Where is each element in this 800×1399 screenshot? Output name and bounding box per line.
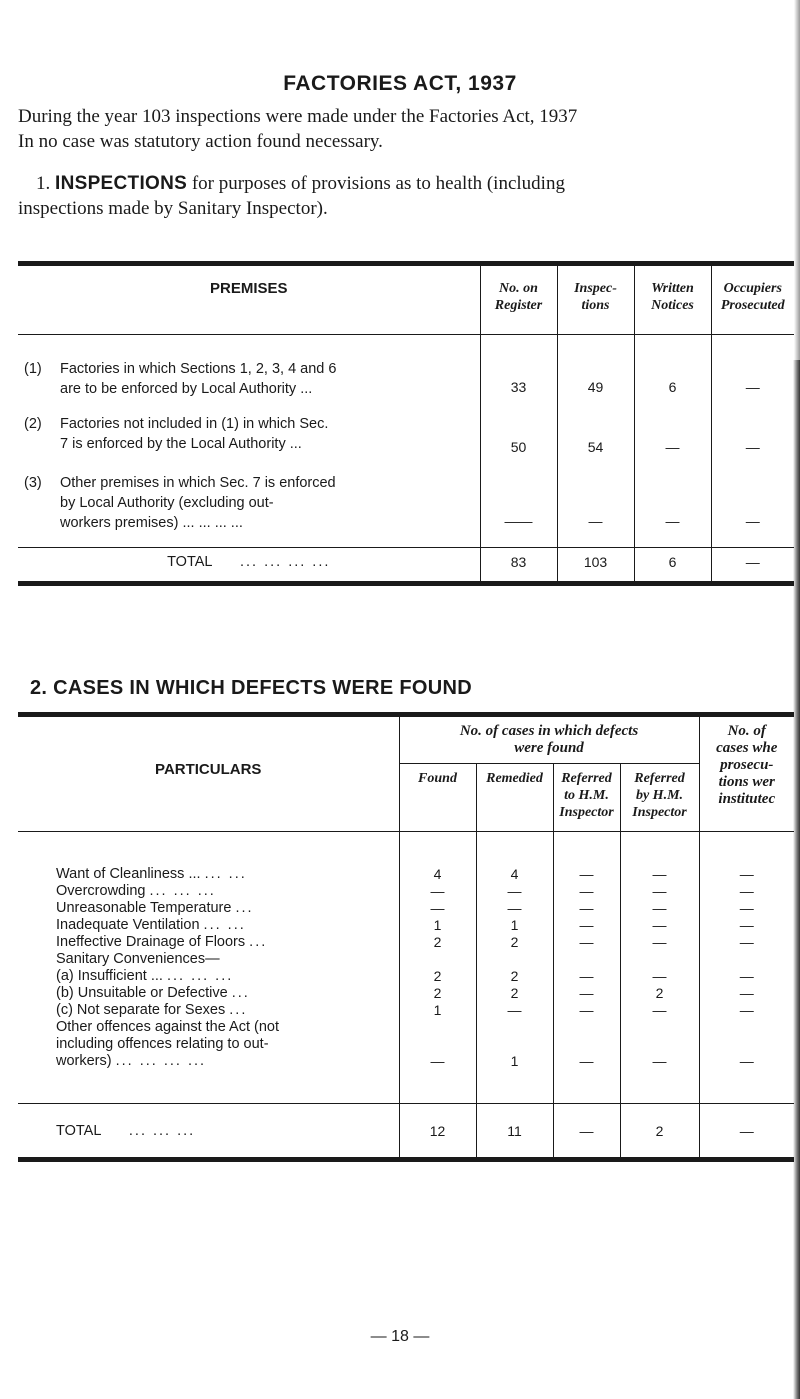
defects-header-row-1 bbox=[18, 715, 794, 764]
found-value: — bbox=[399, 883, 476, 900]
page-edge-shadow bbox=[793, 360, 800, 1399]
total-label: TOTAL bbox=[167, 553, 212, 570]
remedied-value bbox=[476, 951, 553, 968]
prosecutions-value: — bbox=[699, 968, 794, 985]
referred-to-value: — bbox=[553, 917, 620, 934]
referred-by-value: — bbox=[620, 866, 699, 883]
particulars-cell bbox=[18, 1019, 399, 1036]
referred-by-line-1: Referred bbox=[634, 771, 685, 786]
remedied-header: Remedied bbox=[476, 764, 553, 832]
table-row bbox=[18, 866, 794, 883]
row-text-line-2: by Local Authority (excluding out- bbox=[60, 495, 274, 511]
prosecutions-value bbox=[699, 1036, 794, 1053]
register-value: 33 bbox=[480, 335, 557, 400]
particulars-dots: ... ... bbox=[203, 916, 246, 933]
row-text-line-2: are to be enforced by Local Authority ... bbox=[60, 381, 313, 397]
table-row bbox=[18, 1053, 794, 1070]
prosecutions-value: — bbox=[699, 1053, 794, 1070]
section-1-caps: INSPECTIONS bbox=[55, 173, 188, 194]
particulars-cell bbox=[18, 1036, 399, 1053]
prosecutions-value: — bbox=[699, 900, 794, 917]
page-title: FACTORIES ACT, 1937 bbox=[283, 72, 517, 95]
total-dots: ... ... ... bbox=[128, 1122, 196, 1139]
intro-line-2: In no case was statutory action found necessary. bbox=[18, 131, 383, 152]
register-value: 50 bbox=[480, 399, 557, 459]
table-row bbox=[18, 1002, 794, 1019]
premises-line bbox=[18, 414, 480, 434]
prosecutions-line-1: No. of bbox=[727, 723, 766, 739]
defect-rows bbox=[18, 866, 794, 1070]
premises-cell bbox=[18, 335, 480, 400]
prosecutions-value: — bbox=[699, 883, 794, 900]
intro-paragraph bbox=[18, 104, 800, 154]
particulars-label: Unreasonable Temperature bbox=[56, 899, 232, 916]
particulars-cell bbox=[18, 1053, 399, 1070]
table-row bbox=[18, 1036, 794, 1053]
found-value: 2 bbox=[399, 934, 476, 951]
register-header bbox=[480, 264, 557, 335]
prosecuted-header bbox=[711, 264, 794, 335]
spacer-row bbox=[18, 1070, 794, 1104]
row-text-line-1: Factories not included in (1) in which Sec. bbox=[60, 416, 329, 432]
particulars-header: PARTICULARS bbox=[155, 760, 262, 778]
referred-to-value: — bbox=[553, 968, 620, 985]
referred-by-value: — bbox=[620, 934, 699, 951]
register-value: —— bbox=[480, 459, 557, 547]
found-value: 2 bbox=[399, 968, 476, 985]
referred-to-value: — bbox=[553, 883, 620, 900]
section-1-number: 1. bbox=[36, 173, 51, 194]
section-1-heading bbox=[18, 171, 800, 221]
referred-by-value: — bbox=[620, 1053, 699, 1070]
particulars-cell bbox=[18, 951, 399, 968]
particulars-label: (b) Unsuitable or Defective bbox=[56, 984, 228, 1001]
referred-by-line-3: Inspector bbox=[632, 805, 687, 820]
particulars-label: Sanitary Conveniences— bbox=[56, 950, 220, 967]
premises-cell bbox=[18, 459, 480, 547]
particulars-label: including offences relating to out- bbox=[56, 1035, 269, 1052]
prosecutions-header bbox=[699, 715, 794, 832]
table-row bbox=[18, 917, 794, 934]
table-row bbox=[18, 1019, 794, 1036]
referred-to-line-1: Referred bbox=[561, 771, 612, 786]
inspections-value: 49 bbox=[557, 335, 634, 400]
notices-header-line-2: Notices bbox=[651, 298, 694, 313]
prosecutions-line-5: institutec bbox=[718, 791, 776, 807]
table-row bbox=[18, 900, 794, 917]
row-number: (2) bbox=[24, 416, 42, 432]
prosecutions-value bbox=[699, 1019, 794, 1036]
section-1-rest: for purposes of provisions as to health (including bbox=[187, 173, 565, 194]
referred-by-value: — bbox=[620, 968, 699, 985]
found-value bbox=[399, 1019, 476, 1036]
remedied-value: — bbox=[476, 1002, 553, 1019]
remedied-value bbox=[476, 1036, 553, 1053]
total-dots: ... ... ... ... bbox=[239, 553, 331, 570]
particulars-cell bbox=[18, 917, 399, 934]
premises-line bbox=[18, 359, 480, 379]
prosecuted-value: — bbox=[711, 399, 794, 459]
particulars-dots: ... ... ... ... bbox=[115, 1052, 207, 1069]
total-found: 12 bbox=[399, 1104, 476, 1160]
found-value: 1 bbox=[399, 1002, 476, 1019]
total-row bbox=[18, 547, 794, 583]
cases-found-group-header bbox=[399, 715, 699, 764]
particulars-cell bbox=[18, 934, 399, 951]
remedied-value: — bbox=[476, 900, 553, 917]
particulars-dots: ... bbox=[235, 899, 254, 916]
referred-by-value: — bbox=[620, 883, 699, 900]
total-label: TOTAL bbox=[56, 1122, 101, 1139]
remedied-value bbox=[476, 1019, 553, 1036]
prosecutions-line-2: cases whe bbox=[716, 740, 778, 756]
remedied-value: 1 bbox=[476, 1053, 553, 1070]
row-number: (3) bbox=[24, 475, 42, 491]
referred-to-value bbox=[553, 1019, 620, 1036]
referred-to-value: — bbox=[553, 934, 620, 951]
referred-to-value bbox=[553, 1036, 620, 1053]
spacer-row bbox=[18, 832, 794, 866]
particulars-label: (a) Insufficient ... bbox=[56, 967, 163, 984]
particulars-cell bbox=[18, 883, 399, 900]
notices-value: — bbox=[634, 459, 711, 547]
defects-table bbox=[18, 712, 794, 1162]
referred-to-header bbox=[553, 764, 620, 832]
found-value: 2 bbox=[399, 985, 476, 1002]
total-referred-to: — bbox=[553, 1104, 620, 1160]
total-register: 83 bbox=[480, 547, 557, 583]
section-1-line-2: inspections made by Sanitary Inspector). bbox=[18, 198, 328, 219]
register-header-line-1: No. on bbox=[499, 281, 538, 296]
inspections-header-line-2: tions bbox=[581, 298, 610, 313]
table-row bbox=[18, 985, 794, 1002]
page-number: — 18 — bbox=[370, 1328, 430, 1345]
total-label-cell bbox=[18, 547, 480, 583]
row-text-line-3: workers premises) ... ... ... ... bbox=[60, 515, 243, 531]
referred-by-header bbox=[620, 764, 699, 832]
particulars-cell bbox=[18, 968, 399, 985]
particulars-dots: ... ... ... bbox=[149, 882, 216, 899]
row-text-line-2: 7 is enforced by the Local Authority ... bbox=[60, 436, 302, 452]
table-row bbox=[18, 968, 794, 985]
notices-header-line-1: Written bbox=[651, 281, 694, 296]
particulars-label: (c) Not separate for Sexes bbox=[56, 1001, 226, 1018]
total-label-cell bbox=[18, 1104, 399, 1160]
particulars-label: Ineffective Drainage of Floors bbox=[56, 933, 246, 950]
register-header-line-2: Register bbox=[494, 298, 543, 313]
section-2-heading: 2. CASES IN WHICH DEFECTS WERE FOUND bbox=[30, 677, 472, 699]
found-value: — bbox=[399, 1053, 476, 1070]
remedied-value: 2 bbox=[476, 968, 553, 985]
notices-header bbox=[634, 264, 711, 335]
remedied-value: 2 bbox=[476, 985, 553, 1002]
referred-to-value: — bbox=[553, 900, 620, 917]
row-text-line-1: Factories in which Sections 1, 2, 3, 4 and 6 bbox=[60, 361, 337, 377]
particulars-label: Other offences against the Act (not bbox=[56, 1018, 280, 1035]
particulars-dots: ... ... bbox=[204, 865, 247, 882]
total-row bbox=[18, 1104, 794, 1160]
referred-to-line-2: to H.M. bbox=[564, 788, 609, 803]
table-row bbox=[18, 399, 794, 459]
referred-to-value: — bbox=[553, 985, 620, 1002]
inspections-value: 54 bbox=[557, 399, 634, 459]
referred-by-value bbox=[620, 951, 699, 968]
premises-cell bbox=[18, 399, 480, 459]
inspections-header bbox=[557, 264, 634, 335]
prosecutions-line-3: prosecu- bbox=[720, 757, 774, 773]
referred-by-value bbox=[620, 1036, 699, 1053]
total-remedied: 11 bbox=[476, 1104, 553, 1160]
particulars-cell bbox=[18, 866, 399, 883]
referred-by-value: — bbox=[620, 1002, 699, 1019]
inspections-header-line-1: Inspec- bbox=[574, 281, 617, 296]
row-number: (1) bbox=[24, 361, 42, 377]
premises-header: PREMISES bbox=[209, 280, 288, 297]
referred-to-line-3: Inspector bbox=[559, 805, 614, 820]
premises-line bbox=[18, 473, 480, 493]
prosecutions-value: — bbox=[699, 1002, 794, 1019]
particulars-cell bbox=[18, 900, 399, 917]
section-1-line-1 bbox=[18, 171, 800, 196]
particulars-label: Inadequate Ventilation bbox=[56, 916, 200, 933]
inspections-header-row bbox=[18, 264, 794, 335]
prosecutions-value: — bbox=[699, 934, 794, 951]
particulars-label: Want of Cleanliness ... bbox=[56, 865, 201, 882]
remedied-value: — bbox=[476, 883, 553, 900]
row-text-line-1: Other premises in which Sec. 7 is enforced bbox=[60, 475, 336, 491]
found-value: 4 bbox=[399, 866, 476, 883]
notices-value: — bbox=[634, 399, 711, 459]
table-row bbox=[18, 934, 794, 951]
inspections-value: — bbox=[557, 459, 634, 547]
table-row bbox=[18, 335, 794, 400]
prosecuted-header-line-2: Prosecuted bbox=[720, 298, 785, 313]
particulars-dots: ... bbox=[229, 1001, 248, 1018]
prosecutions-value bbox=[699, 951, 794, 968]
prosecuted-header-line-1: Occupiers bbox=[723, 281, 782, 296]
particulars-label: Overcrowding bbox=[56, 882, 146, 899]
prosecutions-value: — bbox=[699, 866, 794, 883]
total-referred-by: 2 bbox=[620, 1104, 699, 1160]
referred-to-value: — bbox=[553, 1053, 620, 1070]
table-row bbox=[18, 459, 794, 547]
found-value: 1 bbox=[399, 917, 476, 934]
table-row bbox=[18, 883, 794, 900]
found-header: Found bbox=[399, 764, 476, 832]
found-value bbox=[399, 951, 476, 968]
intro-line-1: During the year 103 inspections were made under the Factories Act, 1937 bbox=[18, 106, 578, 127]
total-prosecutions: — bbox=[699, 1104, 794, 1160]
particulars-label: workers) bbox=[56, 1052, 112, 1069]
particulars-dots: ... bbox=[231, 984, 250, 1001]
referred-by-value: 2 bbox=[620, 985, 699, 1002]
prosecutions-value: — bbox=[699, 985, 794, 1002]
prosecuted-value: — bbox=[711, 335, 794, 400]
remedied-value: 2 bbox=[476, 934, 553, 951]
particulars-cell bbox=[18, 1002, 399, 1019]
particulars-cell bbox=[18, 985, 399, 1002]
group-header-line-2: were found bbox=[514, 740, 584, 756]
inspections-table bbox=[18, 261, 794, 586]
referred-by-value: — bbox=[620, 900, 699, 917]
notices-value: 6 bbox=[634, 335, 711, 400]
particulars-dots: ... bbox=[249, 933, 268, 950]
total-prosecuted: — bbox=[711, 547, 794, 583]
referred-to-value: — bbox=[553, 1002, 620, 1019]
referred-to-value: — bbox=[553, 866, 620, 883]
referred-by-line-2: by H.M. bbox=[635, 788, 684, 803]
referred-by-value: — bbox=[620, 917, 699, 934]
found-value bbox=[399, 1036, 476, 1053]
group-header-line-1: No. of cases in which defects bbox=[459, 723, 639, 739]
particulars-dots: ... ... ... bbox=[166, 967, 234, 984]
found-value: — bbox=[399, 900, 476, 917]
referred-to-value bbox=[553, 951, 620, 968]
remedied-value: 4 bbox=[476, 866, 553, 883]
prosecutions-line-4: tions wer bbox=[718, 774, 775, 790]
referred-by-value bbox=[620, 1019, 699, 1036]
prosecutions-value: — bbox=[699, 917, 794, 934]
total-notices: 6 bbox=[634, 547, 711, 583]
table-row bbox=[18, 951, 794, 968]
prosecuted-value: — bbox=[711, 459, 794, 547]
remedied-value: 1 bbox=[476, 917, 553, 934]
total-inspections: 103 bbox=[557, 547, 634, 583]
